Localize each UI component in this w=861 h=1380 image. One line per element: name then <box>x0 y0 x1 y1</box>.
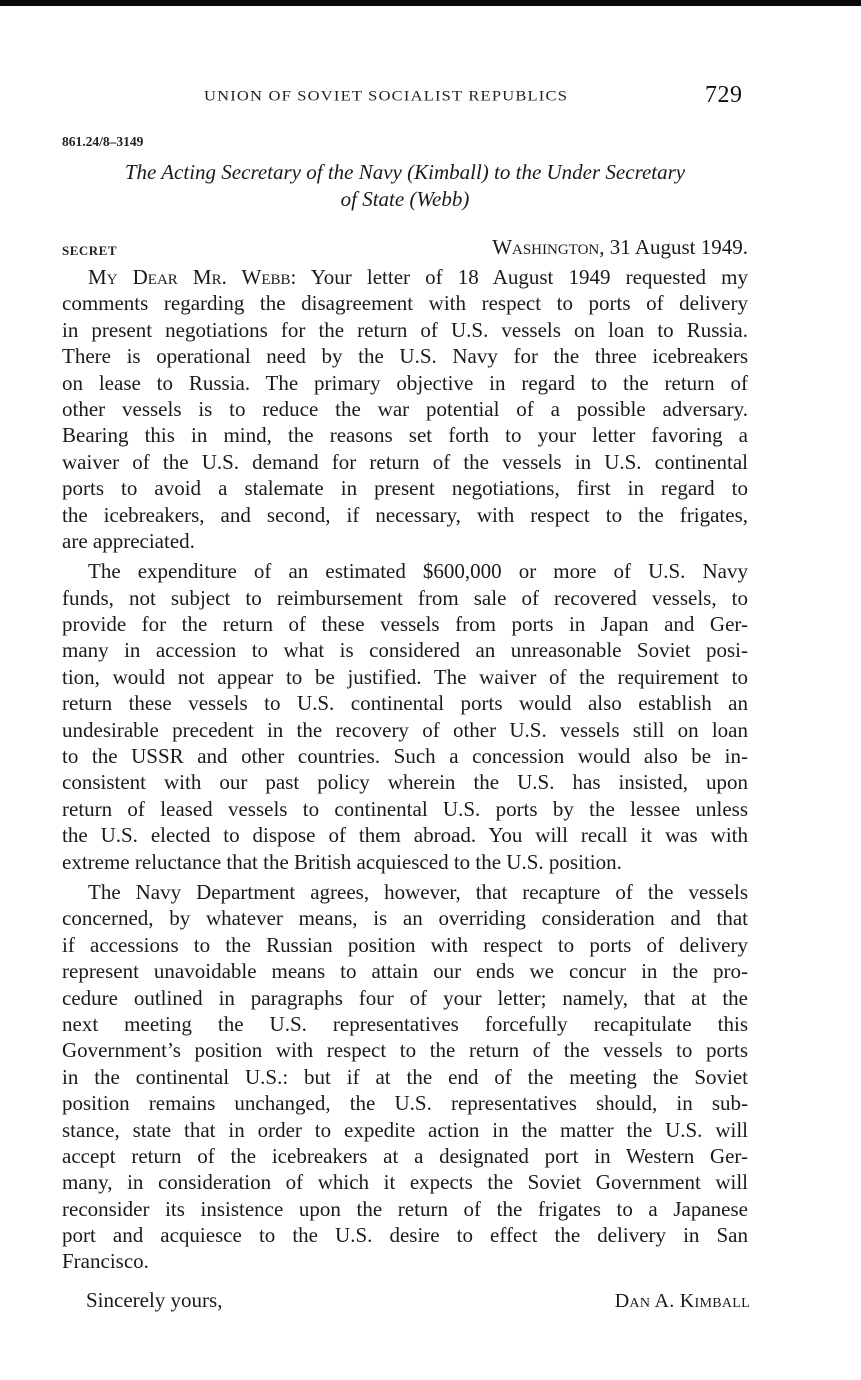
document-title-line: The Acting Secretary of the Navy (Kimball) to the Under Secretary <box>124 160 686 184</box>
body-line: position remains unchanged, the U.S. representatives should, in sub- <box>62 1091 748 1116</box>
body-line: port and acquiesce to the U.S. desire to effect the delivery in San <box>62 1223 748 1248</box>
body-line: provide for the return of these vessels from ports in Japan and Ger- <box>62 612 748 637</box>
body-line: in present negotiations for the return of U.S. vessels on loan to Russia. <box>62 317 748 342</box>
letter-body <box>62 264 748 1275</box>
body-line: undesirable precedent in the recovery of other U.S. vessels still on loan <box>62 717 748 742</box>
body-line: the U.S. elected to dispose of them abroad. You will recall it was with <box>62 823 748 848</box>
body-line-text: Your letter of 18 August 1949 requested my <box>296 265 748 289</box>
classification-marking: SECRET <box>62 243 118 258</box>
body-line: the icebreakers, and second, if necessary, with respect to the frigates, <box>62 502 748 527</box>
page-number: 729 <box>705 82 743 108</box>
body-line: Government’s position with respect to the return of the vessels to ports <box>62 1038 748 1063</box>
body-line: many, in consideration of which it expects the Soviet Government will <box>62 1170 748 1195</box>
salutation: My Dear Mr. Webb: <box>88 265 297 289</box>
body-line: return these vessels to U.S. continental ports would also establish an <box>62 691 748 716</box>
body-line: The Navy Department agrees, however, that recapture of the vessels <box>88 879 748 904</box>
body-line: many in accession to what is considered an unreasonable Soviet posi- <box>62 638 748 663</box>
body-line: consistent with our past policy wherein the U.S. has insisted, upon <box>62 770 748 795</box>
body-line: Francisco. <box>62 1249 149 1274</box>
document-title <box>62 159 748 213</box>
body-line: reconsider its insistence upon the return of the frigates to a Japanese <box>62 1196 748 1221</box>
body-line: extreme reluctance that the British acquiesced to the U.S. position. <box>62 849 622 874</box>
body-line: in the continental U.S.: but if at the end of the meeting the Soviet <box>62 1064 748 1089</box>
signature: Dan A. Kimball <box>614 1290 750 1312</box>
body-line: ports to avoid a stalemate in present negotiations, first in regard to <box>62 476 748 501</box>
body-line: There is operational need by the U.S. Navy for the three icebreakers <box>62 344 748 369</box>
body-line: cedure outlined in paragraphs four of your letter; namely, that at the <box>62 985 748 1010</box>
body-line: comments regarding the disagreement with respect to ports of delivery <box>62 291 748 316</box>
body-line: to the USSR and other countries. Such a concession would also be in- <box>62 744 748 769</box>
body-line: tion, would not appear to be justified. The waiver of the requirement to <box>62 664 748 689</box>
body-line: waiver of the U.S. demand for return of the vessels in U.S. continental <box>62 449 748 474</box>
body-line: return of leased vessels to continental U.S. ports by the lessee unless <box>62 796 748 821</box>
body-line: accept return of the icebreakers at a designated port in Western Ger- <box>62 1143 748 1168</box>
body-line: on lease to Russia. The primary objective in regard to the return of <box>62 370 748 395</box>
document-file-number: 861.24/8–3149 <box>62 134 144 149</box>
body-line: concerned, by whatever means, is an overriding consideration and that <box>62 906 748 931</box>
body-line: Bearing this in mind, the reasons set forth to your letter favoring a <box>62 423 748 448</box>
body-line: stance, state that in order to expedite action in the matter the U.S. will <box>62 1117 748 1142</box>
scan-edge-bar <box>0 0 861 6</box>
body-line <box>62 264 748 290</box>
body-line: if accessions to the Russian position with respect to ports of delivery <box>62 932 748 957</box>
body-line: next meeting the U.S. representatives forcefully recapitulate this <box>62 1011 748 1036</box>
closing: Sincerely yours, <box>86 1288 223 1312</box>
running-head: UNION OF SOVIET SOCIALIST REPUBLICS <box>204 86 569 105</box>
body-line: are appreciated. <box>62 528 195 553</box>
document-title-line: of State (Webb) <box>340 187 470 211</box>
body-line: represent unavoidable means to attain our ends we concur in the pro- <box>62 959 748 984</box>
body-line: funds, not subject to reimbursement from sale of recovered vessels, to <box>62 585 748 610</box>
dateline-date: 31 August 1949. <box>609 235 748 259</box>
dateline <box>492 235 748 260</box>
body-line: other vessels is to reduce the war potential of a possible adversary. <box>62 396 748 421</box>
body-line: The expenditure of an estimated $600,000 or more of U.S. Navy <box>88 559 748 584</box>
dateline-place: Washington, <box>492 235 605 259</box>
